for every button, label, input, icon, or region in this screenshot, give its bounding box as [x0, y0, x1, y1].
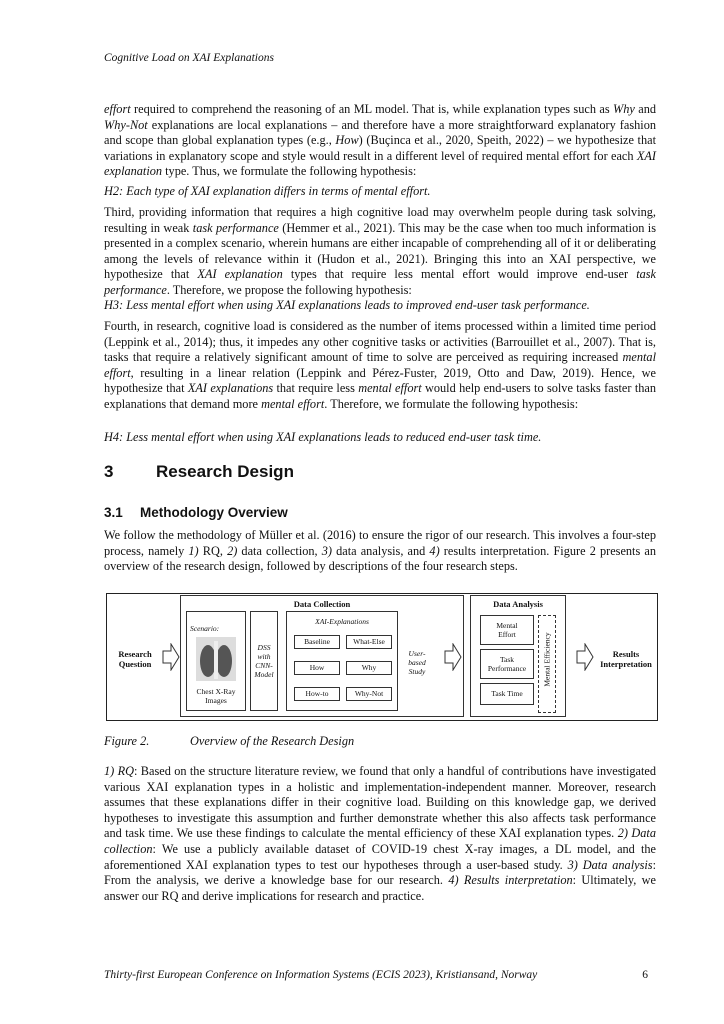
hypothesis-h4: H4: Less mental effort when using XAI explanations leads to reduced end-user task time. [104, 430, 542, 444]
paragraph-5: 1) RQ: Based on the structure literature review, we found that only a handful of contributions have investigated various XAI explanation types in a holistic and implementation-independent manner. Moreover, research assumes that these explanations differ in their cognitive load. Building on this knowledge gap, we derived hypotheses to investigate this assumption and further demonstrate whether this also affects task performance and task time. We use these findings to calculate the mental efficiency of these XAI explanation types. 2) Data collection: We use a publicly available dataset of COVID-19 chest X-ray images, a DL model, and the aforementioned XAI explanation types to test our hypotheses through a user-based study. 3) Data analysis: From the analysis, we derive a knowledge base for our research. 4) Results interpretation: Ultimately, we answer our RQ and derive implications for research and practice. [104, 764, 656, 903]
baseline-box: Baseline [294, 635, 340, 649]
section-heading: 3 Research Design [104, 462, 294, 481]
how-box: How [294, 661, 340, 675]
why-box: Why [346, 661, 392, 675]
research-design-diagram [106, 593, 658, 721]
arrow-icon [576, 643, 594, 671]
hypothesis-h2: H2: Each type of XAI explanation differs in terms of mental effort. [104, 184, 431, 198]
task-performance-box: Task Performance [480, 649, 534, 679]
chest-xray-label: Chest X-Ray Images [196, 687, 236, 705]
paragraph-2: Third, providing information that requires a high cognitive load may overwhelm people during task solving, resulting in weak task performance (Hemmer et al., 2021). This may be the case when too much information is presented in a complex scenario, wherein humans are either incapable of comprehending all of it or deliberating among the levels of relevance within it (Hudon et al., 2021). Bringing this into an XAI perspective, we hypothesize that XAI explanation types that require less mental effort would improve end-user task performance. Therefore, we propose the following hypothesis: [104, 205, 657, 297]
how-to-box: How-to [294, 687, 340, 701]
running-header: Cognitive Load on XAI Explanations [104, 52, 274, 64]
data-collection-title: Data Collection [293, 599, 351, 609]
page-number: 6 [642, 969, 648, 981]
conference-name: Thirty-first European Conference on Information Systems (ECIS 2023), Kristiansand, Norway [104, 969, 538, 981]
figure-caption: Figure 2. Overview of the Research Design [104, 734, 355, 748]
data-analysis-title: Data Analysis [493, 599, 543, 609]
dss-label: DSS with CNN- Model [254, 643, 274, 679]
what-else-box: What-Else [346, 635, 392, 649]
task-time-box: Task Time [480, 683, 534, 705]
hypothesis-h3: H3: Less mental effort when using XAI explanations leads to improved end-user task performance. [104, 298, 590, 312]
why-not-box: Why-Not [346, 687, 392, 701]
chest-xray-icon [196, 637, 236, 681]
paragraph-3: Fourth, in research, cognitive load is considered as the number of items processed within a limited time period (Leppink et al., 2014); thus, it impedes any other cognitive tasks or activities (Barrouillet et al., 2007). That is, tasks that require a relatively significant amount of time to solve are perceived as requiring increased mental effort, resulting in a linear relation (Leppink and Pérez-Fuster, 2019, Otto and Daw, 2019). Hence, we hypothesize that XAI explanations that require less mental effort would help end-users to solve tasks faster than explanations that demand more mental effort. Therefore, we formulate the following hypothesis: [104, 319, 656, 411]
paragraph-4: We follow the methodology of Müller et al. (2016) to ensure the rigor of our research. This involves a four-step process, namely 1) RQ, 2) data collection, 3) data analysis, and 4) results interpretation. Figure 2 presents an overview of the research design, followed by descriptions of the four research steps. [104, 528, 656, 574]
mental-efficiency-label: Mental Efficiency [542, 632, 552, 687]
mental-effort-box: Mental Effort [480, 615, 534, 645]
xai-explanations-title: XAI-Explanations [315, 617, 369, 626]
arrow-icon [162, 643, 180, 671]
page-footer [104, 969, 648, 981]
arrow-icon [444, 643, 462, 671]
user-study-label: User- based Study [408, 649, 426, 676]
results-interpretation-label: Results Interpretation [600, 649, 652, 669]
em-text: effort [104, 102, 131, 116]
research-question-label: Research Question [118, 649, 152, 669]
subsection-heading: 3.1 Methodology Overview [104, 505, 288, 520]
scenario-label: Scenario: [190, 624, 220, 633]
paragraph-1: effort required to comprehend the reasoning of an ML model. That is, while explanation types such as Why and Why-Not explanations are local explanations – and therefore have a more straightforward explanatory fashion and scope than global explanation types (e.g., How) (Buçinca et al., 2020, Speith, 2022) – we hypothesize that variations in explanatory scope and style would result in a different level of required mental effort for each XAI explanation type. Thus, we formulate the following hypothesis: [104, 102, 656, 179]
